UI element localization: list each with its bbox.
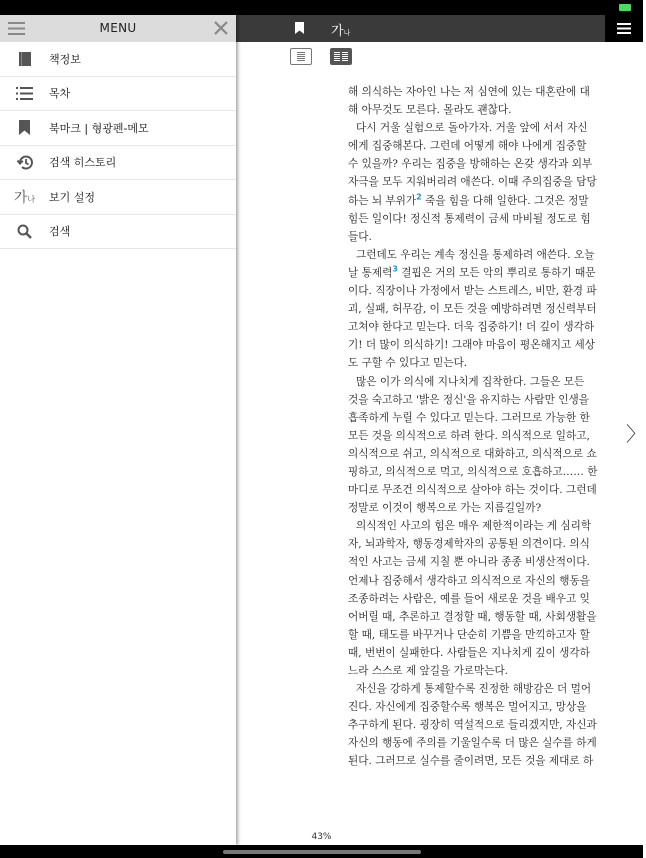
text-line: 의식적인 사고의 힘은 매우 제한적이라는 게 심리학 <box>356 520 592 533</box>
close-icon[interactable] <box>212 19 230 37</box>
menu-item-label: 목차 <box>49 87 71 101</box>
text-line: 에게 집중해본다. 그런데 어떻게 해야 나에게 집중할 <box>348 140 587 153</box>
text-segment: 하는 뇌 부위가 <box>348 194 417 207</box>
text-line <box>348 192 589 210</box>
footnote-marker[interactable]: 2 <box>416 192 422 202</box>
text-line: 해 아무것도 모른다. 몰라도 괜찮다. <box>348 104 512 117</box>
text-line: 어버릴 때, 추론하고 결정할 때, 행동할 때, 사회생활을 <box>348 610 597 623</box>
single-page-icon <box>291 49 311 64</box>
text-line: 의식적으로 쉬고, 의식적으로 대화하고, 의식적으로 쇼 <box>348 447 597 460</box>
list-icon <box>0 87 49 100</box>
text-line: 그런데도 우리는 계속 정신을 통제하려 애쓴다. 오늘 <box>356 248 595 261</box>
text-line: 모든 것을 의식적으로 하려 한다. 의식적으로 일하고, <box>348 429 590 442</box>
text-line: 추구하게 된다. 굉장히 역설적으로 들리겠지만, 자신과 <box>348 719 597 732</box>
menu-drawer <box>0 15 236 845</box>
double-page-icon <box>330 48 352 65</box>
text-segment: 죽을 힘을 다해 일한다. 그것은 정말 <box>421 194 589 207</box>
text-line: 들다. <box>348 230 372 243</box>
right-page[interactable] <box>348 83 598 771</box>
home-indicator[interactable] <box>223 850 421 854</box>
text-line: 핑하고, 의식적으로 먹고, 의식적으로 호흡하고…… 한 <box>348 465 598 478</box>
status-bar <box>0 0 643 15</box>
text-segment: 결핍은 거의 모든 악의 뿌리로 통하기 때문 <box>397 266 596 279</box>
font-setting-label: 가 <box>331 24 344 39</box>
menu-title: MENU <box>99 21 137 35</box>
single-page-view-button[interactable] <box>290 48 312 65</box>
battery-icon <box>619 4 631 11</box>
home-bar <box>0 845 643 858</box>
menu-item-label: 책정보 <box>49 52 81 66</box>
text-line: 진다. 자신에게 집중할수록 행복은 멀어지고, 망상을 <box>348 701 587 714</box>
search-icon <box>0 224 49 239</box>
hamburger-icon <box>617 23 631 34</box>
text-line: 흡족하게 누릴 수 있다고 믿는다. 그러므로 가능한 한 <box>348 411 590 424</box>
next-page-arrow-icon[interactable]: 〉 <box>626 422 646 446</box>
text-line: 조종하려는 사람은, 예를 들어 새로운 것을 배우고 잊 <box>348 592 590 605</box>
text-line <box>348 264 596 282</box>
text-line: 이다. 직장이나 가정에서 받는 스트레스, 비만, 환경 파 <box>348 285 597 298</box>
text-line: 자, 뇌과학자, 행동경제학자의 공통된 의견이다. 의식 <box>348 538 590 551</box>
text-line: 적인 사고는 금세 지칠 뿐 아니라 종종 비생산적이다. <box>348 556 590 569</box>
text-line: 자신의 행동에 주의를 기울일수록 더 많은 실수를 하게 <box>348 737 597 750</box>
menu-header <box>0 15 236 42</box>
menu-item-view-settings[interactable] <box>0 180 236 215</box>
text-line: 힘든 일이다! 정신적 통제력이 금세 마비될 정도로 힘 <box>348 212 591 225</box>
text-line: 언제나 집중해서 생각하고 의식적으로 자신의 행동을 <box>348 574 590 587</box>
text-line: 고쳐야 한다고 믿는다. 더욱 집중하기! 더 깊이 생각하 <box>348 321 595 334</box>
menu-item-bookmark-memo[interactable] <box>0 111 236 146</box>
menu-item-label: 보기 설정 <box>49 190 96 204</box>
menu-item-label: 검색 히스토리 <box>49 156 117 170</box>
footnote-marker[interactable]: 3 <box>392 264 398 274</box>
text-segment: 날 통제력 <box>348 266 393 279</box>
text-line: 느라 스스로 제 앞길을 가로막는다. <box>348 665 509 677</box>
reading-progress: 43% <box>311 832 332 842</box>
text-line: 기! 더 많이 의식하기! 그래야 마음이 평온해지고 세상 <box>348 339 595 352</box>
menu-button[interactable] <box>605 15 643 42</box>
menu-item-toc[interactable] <box>0 77 236 112</box>
menu-item-label: 북마크 | 형광펜-메모 <box>49 121 149 135</box>
text-line: 자신을 강하게 통제할수록 진정한 해방감은 더 멀어 <box>356 683 592 696</box>
menu-item-book-info[interactable] <box>0 42 236 77</box>
text-line: 많은 이가 의식에 지나치게 집착한다. 그들은 모든 <box>356 375 585 388</box>
menu-item-search-history[interactable] <box>0 146 236 181</box>
book-icon <box>0 52 49 66</box>
text-line: 다시 거울 실험으로 돌아가자. 거울 앞에 서서 자신 <box>356 122 588 135</box>
menu-item-label: 검색 <box>49 225 71 239</box>
text-line: 해 의식하는 자아인 나는 저 심연에 있는 대혼란에 대 <box>348 86 590 98</box>
text-line: 수 있을까? 우리는 집중을 방해하는 온갖 생각과 외부 <box>348 158 593 171</box>
text-line: 할 때, 태도를 바꾸거나 단순히 기쁨을 만끽하고자 할 <box>348 628 590 641</box>
history-icon <box>0 155 49 170</box>
bookmark-icon <box>0 120 49 135</box>
font-setting-sub: 나 <box>343 29 351 37</box>
text-line: 것을 숙고하고 '밝은 정신'을 유지하는 사람만 인생을 <box>348 393 589 406</box>
text-line: 괴, 실패, 허무감, 이 모든 것을 예방하려면 정신력부터 <box>348 303 597 316</box>
menu-item-search[interactable] <box>0 215 236 250</box>
text-line: 정말로 이것이 행복으로 가는 지름길일까? <box>348 502 542 515</box>
text-line: 때, 번번이 실패한다. 사람들은 지나치게 깊이 생각하 <box>348 646 590 659</box>
text-line: 도 구할 수 있다고 믿는다. <box>348 357 468 370</box>
font-setting-icon[interactable] <box>331 20 350 39</box>
double-page-view-button[interactable] <box>330 48 352 65</box>
text-line: 된다. 그러므로 실수를 줄이려면, 모든 것을 제대로 하 <box>348 755 594 768</box>
text-line: 자극을 모두 지워버리려 애쓴다. 이때 주의집중을 담당 <box>348 176 597 189</box>
font-size-icon: 가나 <box>13 189 36 206</box>
text-line: 마디로 무조건 의식적으로 살아야 하는 것이다. 그런데 <box>348 484 597 497</box>
bookmark-icon[interactable] <box>295 22 304 34</box>
